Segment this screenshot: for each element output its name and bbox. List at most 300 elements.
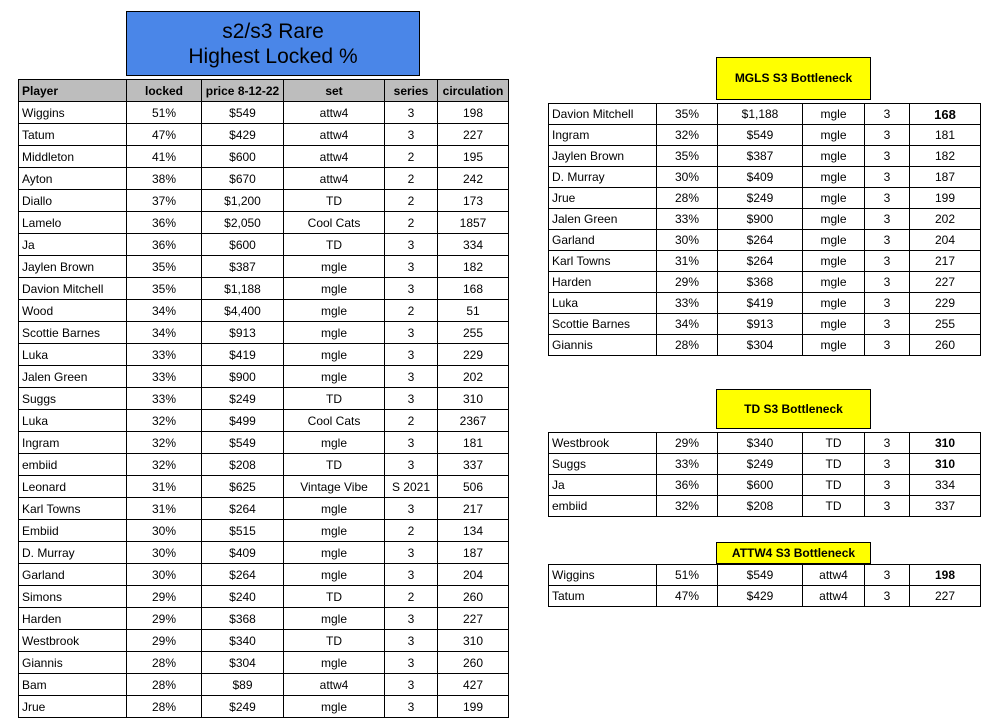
table-cell: Luka (549, 293, 657, 314)
table-cell: 3 (865, 314, 910, 335)
table-cell: Westbrook (19, 630, 127, 652)
table-cell: 34% (657, 314, 718, 335)
table-cell: 229 (438, 344, 509, 366)
table-cell: mgle (284, 366, 385, 388)
table-cell: Lamelo (19, 212, 127, 234)
header-row (19, 80, 509, 102)
table-cell: $368 (202, 608, 284, 630)
table-cell: 3 (865, 104, 910, 125)
table-row (19, 520, 509, 542)
table-cell: 310 (910, 433, 981, 454)
table-cell: 3 (385, 542, 438, 564)
table-cell: 3 (865, 167, 910, 188)
table-cell: $340 (718, 433, 803, 454)
table-cell: $304 (202, 652, 284, 674)
table-cell: mgle (803, 230, 865, 251)
table-cell: $600 (202, 146, 284, 168)
table-row (549, 272, 981, 293)
table-cell: Garland (549, 230, 657, 251)
table-cell: 181 (910, 125, 981, 146)
table-cell: Jalen Green (19, 366, 127, 388)
table-cell: TD (284, 388, 385, 410)
table-cell: $900 (202, 366, 284, 388)
table-cell: 3 (865, 586, 910, 607)
column-header: series (385, 80, 438, 102)
table-cell: 33% (127, 366, 202, 388)
table-row (19, 432, 509, 454)
table-row (19, 454, 509, 476)
table-row (19, 388, 509, 410)
table-cell: Jrue (549, 188, 657, 209)
table-cell: 3 (385, 652, 438, 674)
table-cell: $208 (718, 496, 803, 517)
table-cell: 260 (438, 652, 509, 674)
attw4-bottleneck-title: ATTW4 S3 Bottleneck (716, 542, 871, 564)
table-cell: 3 (385, 234, 438, 256)
table-cell: mgle (284, 344, 385, 366)
table-cell: Tatum (19, 124, 127, 146)
table-cell: 1857 (438, 212, 509, 234)
table-cell: Bam (19, 674, 127, 696)
main-locked-table (18, 79, 509, 718)
table-cell: attw4 (284, 674, 385, 696)
table-cell: 2 (385, 520, 438, 542)
table-cell: 3 (865, 188, 910, 209)
td-bottleneck-table (548, 432, 981, 517)
table-cell: Leonard (19, 476, 127, 498)
table-row (19, 168, 509, 190)
table-cell: $625 (202, 476, 284, 498)
table-cell: 31% (127, 476, 202, 498)
table-cell: 28% (127, 696, 202, 718)
table-cell: 3 (865, 454, 910, 475)
table-cell: mgle (803, 314, 865, 335)
table-cell: Middleton (19, 146, 127, 168)
table-cell: mgle (803, 146, 865, 167)
table-cell: $409 (202, 542, 284, 564)
table-cell: mgle (284, 542, 385, 564)
table-cell: 28% (127, 674, 202, 696)
table-cell: 310 (438, 388, 509, 410)
table-cell: 3 (385, 102, 438, 124)
table-cell: mgle (803, 251, 865, 272)
table-cell: S 2021 (385, 476, 438, 498)
table-cell: 3 (865, 209, 910, 230)
table-cell: 36% (127, 212, 202, 234)
table-cell: mgle (284, 608, 385, 630)
table-cell: 32% (127, 410, 202, 432)
table-cell: 33% (657, 293, 718, 314)
table-cell: 202 (438, 366, 509, 388)
table-cell: TD (284, 630, 385, 652)
table-cell: 204 (910, 230, 981, 251)
table-cell: 30% (127, 564, 202, 586)
table-cell: 187 (910, 167, 981, 188)
table-cell: 33% (127, 344, 202, 366)
mgls-bottleneck-title: MGLS S3 Bottleneck (716, 57, 871, 100)
table-row (549, 146, 981, 167)
table-cell: 34% (127, 300, 202, 322)
table-cell: Scottie Barnes (19, 322, 127, 344)
table-cell: 36% (127, 234, 202, 256)
table-cell: mgle (284, 520, 385, 542)
table-cell: mgle (284, 256, 385, 278)
column-header: locked (127, 80, 202, 102)
table-cell: 134 (438, 520, 509, 542)
table-row (549, 335, 981, 356)
attw4-bottleneck-table (548, 564, 981, 607)
table-cell: $249 (718, 188, 803, 209)
table-cell: 35% (127, 256, 202, 278)
table-cell: 2 (385, 190, 438, 212)
table-cell: $419 (202, 344, 284, 366)
table-cell: 35% (657, 104, 718, 125)
table-cell: attw4 (284, 124, 385, 146)
table-cell: 3 (385, 388, 438, 410)
table-cell: 2 (385, 586, 438, 608)
table-cell: $1,188 (202, 278, 284, 300)
table-cell: 32% (657, 125, 718, 146)
table-cell: 30% (127, 520, 202, 542)
table-cell: Harden (549, 272, 657, 293)
table-cell: Davion Mitchell (19, 278, 127, 300)
table-row (549, 314, 981, 335)
table-row (19, 344, 509, 366)
table-cell: TD (284, 586, 385, 608)
table-cell: 182 (438, 256, 509, 278)
table-cell: 198 (438, 102, 509, 124)
table-cell: 3 (865, 496, 910, 517)
table-cell: $600 (202, 234, 284, 256)
table-cell: Karl Towns (19, 498, 127, 520)
table-cell: 29% (657, 272, 718, 293)
table-cell: $549 (718, 125, 803, 146)
table-row (19, 586, 509, 608)
table-cell: 181 (438, 432, 509, 454)
table-cell: mgle (284, 498, 385, 520)
table-cell: 227 (910, 272, 981, 293)
table-cell: D. Murray (19, 542, 127, 564)
table-cell: attw4 (284, 146, 385, 168)
table-cell: 31% (657, 251, 718, 272)
table-cell: 3 (865, 272, 910, 293)
table-cell: mgle (284, 300, 385, 322)
table-cell: 310 (910, 454, 981, 475)
table-row (549, 433, 981, 454)
table-row (19, 278, 509, 300)
table-cell: 334 (438, 234, 509, 256)
table-cell: mgle (803, 104, 865, 125)
table-cell: TD (284, 234, 385, 256)
table-cell: attw4 (803, 565, 865, 586)
table-cell: 506 (438, 476, 509, 498)
table-cell: $429 (202, 124, 284, 146)
table-cell: mgle (803, 272, 865, 293)
table-cell: 168 (910, 104, 981, 125)
table-cell: mgle (803, 125, 865, 146)
table-cell: Vintage Vibe (284, 476, 385, 498)
table-cell: 217 (910, 251, 981, 272)
table-cell: 227 (438, 124, 509, 146)
table-cell: 3 (865, 433, 910, 454)
table-cell: 28% (657, 335, 718, 356)
table-cell: 310 (438, 630, 509, 652)
table-cell: $264 (718, 251, 803, 272)
table-cell: 260 (910, 335, 981, 356)
table-cell: Ja (549, 475, 657, 496)
table-cell: Jaylen Brown (549, 146, 657, 167)
column-header: price 8-12-22 (202, 80, 284, 102)
table-cell: TD (284, 190, 385, 212)
table-cell: $900 (718, 209, 803, 230)
table-cell: mgle (803, 209, 865, 230)
table-cell: 3 (385, 124, 438, 146)
table-cell: 3 (865, 475, 910, 496)
table-cell: mgle (803, 335, 865, 356)
column-header: circulation (438, 80, 509, 102)
table-cell: 3 (385, 608, 438, 630)
table-cell: 3 (865, 565, 910, 586)
table-cell: 51% (657, 565, 718, 586)
table-row (19, 234, 509, 256)
table-cell: 337 (910, 496, 981, 517)
table-cell: $549 (718, 565, 803, 586)
table-cell: 173 (438, 190, 509, 212)
table-cell: 337 (438, 454, 509, 476)
table-row (549, 104, 981, 125)
table-cell: 187 (438, 542, 509, 564)
table-cell: 182 (910, 146, 981, 167)
table-cell: Ja (19, 234, 127, 256)
table-cell: 2 (385, 168, 438, 190)
table-cell: 255 (910, 314, 981, 335)
table-cell: mgle (284, 278, 385, 300)
table-cell: mgle (284, 696, 385, 718)
table-cell: Wood (19, 300, 127, 322)
table-cell: mgle (803, 188, 865, 209)
table-row (19, 190, 509, 212)
table-row (549, 586, 981, 607)
table-row (19, 542, 509, 564)
table-cell: 36% (657, 475, 718, 496)
table-cell: 227 (438, 608, 509, 630)
table-cell: $304 (718, 335, 803, 356)
table-cell: 3 (385, 256, 438, 278)
table-cell: 427 (438, 674, 509, 696)
table-cell: 2 (385, 146, 438, 168)
table-cell: Giannis (549, 335, 657, 356)
table-cell: $249 (202, 388, 284, 410)
table-cell: 3 (385, 344, 438, 366)
table-cell: 3 (385, 454, 438, 476)
table-cell: Diallo (19, 190, 127, 212)
table-row (549, 230, 981, 251)
table-cell: $387 (202, 256, 284, 278)
table-row (19, 146, 509, 168)
table-cell: 51 (438, 300, 509, 322)
table-cell: 37% (127, 190, 202, 212)
table-cell: 30% (657, 167, 718, 188)
table-cell: $670 (202, 168, 284, 190)
table-cell: $340 (202, 630, 284, 652)
table-cell: Ingram (19, 432, 127, 454)
table-cell: $515 (202, 520, 284, 542)
td-bottleneck-title: TD S3 Bottleneck (716, 389, 871, 429)
table-cell: $600 (718, 475, 803, 496)
table-cell: 35% (127, 278, 202, 300)
table-cell: attw4 (803, 586, 865, 607)
table-cell: Jrue (19, 696, 127, 718)
table-cell: $549 (202, 432, 284, 454)
table-cell: 2 (385, 300, 438, 322)
sheet-title-line1: s2/s3 Rare (222, 20, 324, 43)
table-cell: Cool Cats (284, 212, 385, 234)
table-cell: $89 (202, 674, 284, 696)
table-row (19, 476, 509, 498)
table-row (19, 630, 509, 652)
table-cell: 3 (865, 251, 910, 272)
table-cell: 334 (910, 475, 981, 496)
table-cell: 29% (127, 608, 202, 630)
table-cell: Luka (19, 344, 127, 366)
table-cell: 255 (438, 322, 509, 344)
table-row (549, 251, 981, 272)
table-cell: 31% (127, 498, 202, 520)
table-cell: 30% (127, 542, 202, 564)
table-cell: $249 (202, 696, 284, 718)
table-row (549, 475, 981, 496)
table-cell: $499 (202, 410, 284, 432)
table-cell: 3 (385, 278, 438, 300)
table-cell: 32% (127, 432, 202, 454)
table-cell: 32% (657, 496, 718, 517)
table-cell: 3 (385, 674, 438, 696)
table-cell: Luka (19, 410, 127, 432)
table-row (549, 188, 981, 209)
table-row (549, 209, 981, 230)
table-row (19, 608, 509, 630)
table-cell: 199 (910, 188, 981, 209)
table-row (19, 366, 509, 388)
mgls-bottleneck-table (548, 103, 981, 356)
table-cell: 3 (865, 293, 910, 314)
table-cell: 168 (438, 278, 509, 300)
table-cell: $240 (202, 586, 284, 608)
table-cell: mgle (803, 293, 865, 314)
table-cell: $419 (718, 293, 803, 314)
table-cell: 242 (438, 168, 509, 190)
table-row (549, 293, 981, 314)
table-row (549, 125, 981, 146)
table-cell: 195 (438, 146, 509, 168)
table-cell: 41% (127, 146, 202, 168)
table-cell: 34% (127, 322, 202, 344)
table-cell: $4,400 (202, 300, 284, 322)
table-cell: Embiid (19, 520, 127, 542)
table-cell: 33% (127, 388, 202, 410)
table-row (19, 696, 509, 718)
table-cell: Suggs (549, 454, 657, 475)
table-cell: $249 (718, 454, 803, 475)
table-cell: Ayton (19, 168, 127, 190)
table-cell: 3 (865, 146, 910, 167)
table-cell: Ingram (549, 125, 657, 146)
table-cell: Karl Towns (549, 251, 657, 272)
table-cell: 51% (127, 102, 202, 124)
table-cell: 3 (385, 366, 438, 388)
table-cell: embiid (19, 454, 127, 476)
table-cell: 35% (657, 146, 718, 167)
table-row (19, 124, 509, 146)
table-cell: 3 (385, 322, 438, 344)
table-cell: $1,200 (202, 190, 284, 212)
table-cell: 33% (657, 454, 718, 475)
table-cell: 2 (385, 212, 438, 234)
table-cell: 28% (657, 188, 718, 209)
table-cell: $913 (718, 314, 803, 335)
table-cell: 38% (127, 168, 202, 190)
column-header: Player (19, 80, 127, 102)
table-cell: Simons (19, 586, 127, 608)
table-cell: 2367 (438, 410, 509, 432)
table-cell: Jaylen Brown (19, 256, 127, 278)
column-header: set (284, 80, 385, 102)
table-cell: 217 (438, 498, 509, 520)
table-row (19, 498, 509, 520)
table-cell: mgle (284, 652, 385, 674)
table-cell: embiid (549, 496, 657, 517)
table-row (19, 256, 509, 278)
table-cell: $264 (718, 230, 803, 251)
table-cell: 202 (910, 209, 981, 230)
table-cell: Westbrook (549, 433, 657, 454)
table-cell: 229 (910, 293, 981, 314)
table-cell: Wiggins (549, 565, 657, 586)
table-cell: $913 (202, 322, 284, 344)
table-cell: 3 (865, 335, 910, 356)
table-cell: 3 (385, 630, 438, 652)
table-cell: 30% (657, 230, 718, 251)
table-row (19, 564, 509, 586)
table-cell: TD (803, 496, 865, 517)
table-cell: 28% (127, 652, 202, 674)
table-cell: $264 (202, 498, 284, 520)
table-cell: $2,050 (202, 212, 284, 234)
table-cell: Giannis (19, 652, 127, 674)
table-cell: 3 (385, 498, 438, 520)
table-cell: TD (803, 454, 865, 475)
table-cell: 33% (657, 209, 718, 230)
table-row (549, 167, 981, 188)
table-row (19, 102, 509, 124)
table-cell: $429 (718, 586, 803, 607)
table-cell: 199 (438, 696, 509, 718)
table-cell: Cool Cats (284, 410, 385, 432)
table-row (19, 212, 509, 234)
table-cell: Jalen Green (549, 209, 657, 230)
table-cell: Suggs (19, 388, 127, 410)
table-cell: 227 (910, 586, 981, 607)
table-cell: 47% (657, 586, 718, 607)
table-cell: mgle (284, 322, 385, 344)
table-cell: $387 (718, 146, 803, 167)
table-cell: 29% (657, 433, 718, 454)
table-cell: 29% (127, 630, 202, 652)
table-cell: TD (803, 475, 865, 496)
table-cell: attw4 (284, 102, 385, 124)
table-cell: $264 (202, 564, 284, 586)
table-row (19, 652, 509, 674)
